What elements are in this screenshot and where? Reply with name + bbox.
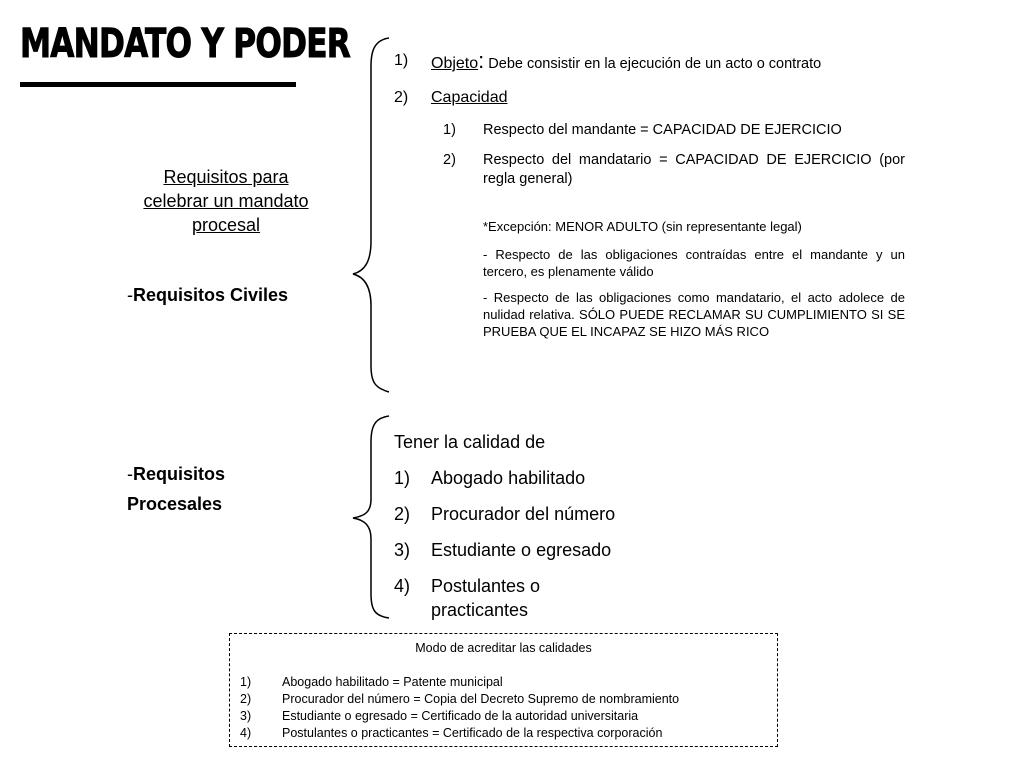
procesales-dash: - (127, 464, 133, 484)
page-title: MANDATO Y PODER (20, 21, 350, 67)
item-number: 2) (394, 504, 411, 524)
civiles-brace (345, 36, 395, 396)
objeto-label: Objeto (431, 55, 479, 72)
procesales-intro (394, 430, 694, 454)
requisitos-procesales-heading (127, 459, 225, 519)
item-text: Procurador del número (431, 504, 616, 524)
box-item-text: Abogado habilitado = Patente municipal (282, 675, 503, 689)
box-title: Modo de acreditar las calidades (415, 641, 592, 655)
item-number: 2) (394, 89, 409, 106)
box-item-number: 3) (240, 709, 252, 723)
item-number: 1) (394, 52, 409, 69)
box-item-number: 4) (240, 726, 252, 740)
procesales-brace (345, 414, 395, 624)
note-nulidad: - Respecto de las obligaciones como mandatario, el acto adolece de nulidad relativa. SÓLO PUEDE RECLAMAR SU CUMPLIMIENTO SI SE PRUEBA QUE EL INCAPAZ SE HIZO MÁS RICO (483, 290, 905, 339)
item-number: 3) (394, 540, 411, 560)
title-underline (20, 82, 296, 87)
box-item-number: 1) (240, 675, 252, 689)
civiles-label: Requisitos Civiles (133, 285, 289, 305)
item-text: Estudiante o egresado (431, 540, 612, 560)
objeto-colon: : (478, 48, 485, 73)
sub-item-number: 2) (443, 152, 456, 168)
sub-item-text: Respecto del mandante = CAPACIDAD DE EJERCICIO (483, 122, 842, 138)
box-item-text: Procurador del número = Copia del Decreto Supremo de nombramiento (282, 692, 680, 706)
requisitos-mandato-heading (130, 165, 322, 237)
sub-item-text: Respecto del mandatario = CAPACIDAD DE EJERCICIO (por regla general) (483, 152, 905, 187)
objeto-text: Debe consistir en la ejecución de un acto o contrato (484, 56, 822, 72)
item-text: Postulantes o practicantes (431, 576, 541, 620)
box-item-number: 2) (240, 692, 252, 706)
item-number: 1) (394, 468, 411, 488)
acreditar-calidades-box (229, 633, 778, 747)
requisitos-mandato-text: Requisitos para celebrar un mandato procesal (143, 167, 309, 235)
box-item-text: Estudiante o egresado = Certificado de la autoridad universitaria (282, 709, 639, 723)
note-tercero: - Respecto de las obligaciones contraídas entre el mandante y un tercero, es plenamente válido (483, 247, 905, 279)
item-text: Abogado habilitado (431, 468, 586, 488)
requisitos-civiles-heading (127, 280, 288, 310)
capacidad-label: Capacidad (431, 89, 508, 106)
note-excepcion: *Excepción: MENOR ADULTO (sin representante legal) (483, 219, 802, 234)
sub-item-number: 1) (443, 122, 456, 138)
item-number: 4) (394, 576, 411, 596)
procesales-label-line1: Requisitos (133, 464, 226, 484)
box-item-text: Postulantes o practicantes = Certificado de la respectiva corporación (282, 726, 663, 740)
procesales-label-line2: Procesales (127, 494, 223, 514)
procesales-intro-text: Tener la calidad de (394, 432, 546, 452)
civiles-dash: - (127, 285, 133, 305)
